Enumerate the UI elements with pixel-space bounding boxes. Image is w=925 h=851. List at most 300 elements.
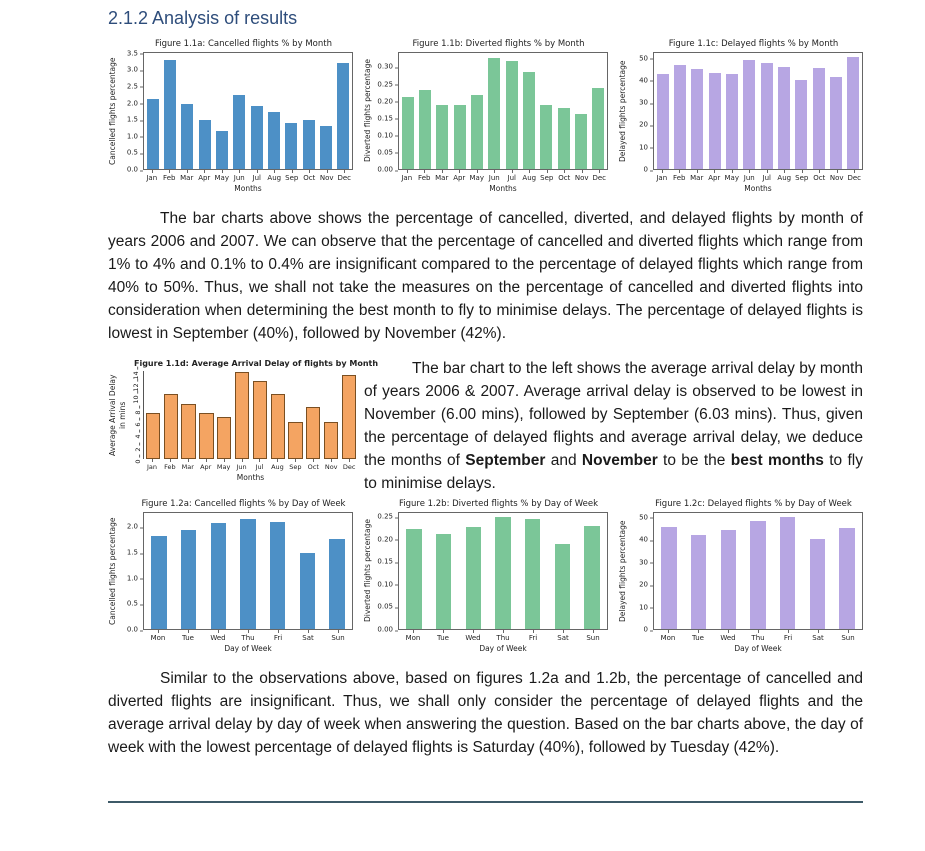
- bar-Dec: [342, 375, 356, 459]
- bar-slot: [162, 371, 180, 459]
- bar-Wed: [721, 530, 736, 629]
- bar-Feb: [164, 60, 176, 169]
- bar-slot: [723, 53, 740, 169]
- bar-Sep: [795, 80, 807, 169]
- x-tick-label: Jul: [251, 459, 269, 471]
- figure-1-1d-average-arrival-delay: [108, 355, 379, 495]
- figure-1-1c-delayed-by-month: [618, 39, 863, 193]
- x-tick-label: Nov: [322, 459, 340, 471]
- x-tick-label: Oct: [811, 170, 829, 182]
- bar-Sep: [285, 123, 297, 169]
- y-tick-label: 12: [133, 379, 140, 392]
- x-axis: [653, 630, 863, 642]
- bar-Fri: [525, 519, 540, 629]
- y-tick-label: 0: [644, 167, 653, 174]
- bar-slot: [269, 371, 287, 459]
- bar-Sat: [300, 553, 315, 629]
- y-tick-label: 10: [133, 391, 140, 404]
- plot-area: [143, 512, 353, 630]
- x-tick-label: Nov: [828, 170, 846, 182]
- x-tick-label: Tue: [428, 630, 458, 642]
- bar-Thu: [495, 517, 510, 629]
- plot-column: [143, 512, 353, 653]
- y-axis-label: Delayed flights percentage: [618, 60, 627, 162]
- bar-slot: [283, 53, 300, 169]
- figure-body: [108, 49, 353, 193]
- x-tick-label: May: [213, 170, 231, 182]
- x-tick-label: Sun: [323, 630, 353, 642]
- bar-Mar: [181, 404, 195, 459]
- bar-Sun: [839, 528, 854, 629]
- y-tick-label: 0.00: [377, 167, 398, 174]
- y-tick-label: 0.20: [377, 536, 398, 543]
- x-axis: [143, 170, 353, 182]
- plot-area: [398, 512, 608, 630]
- bars-group: [144, 513, 352, 629]
- y-tick-label: 2.5: [127, 83, 143, 90]
- bar-Dec: [847, 57, 859, 169]
- y-tick-label: 0.00: [377, 627, 398, 634]
- x-tick-label: Mon: [398, 630, 428, 642]
- y-tick-label: 20: [639, 122, 653, 129]
- y-tick-label: 30: [639, 100, 653, 107]
- x-tick-label: Mar: [178, 170, 196, 182]
- x-tick-label: Sat: [548, 630, 578, 642]
- x-tick-label: Sun: [578, 630, 608, 642]
- delay-text-run: to be the: [657, 452, 731, 469]
- bars-group: [144, 371, 358, 459]
- bar-Oct: [813, 68, 825, 169]
- plot-column: [398, 512, 608, 653]
- y-axis-label: Delayed flights percentage: [618, 520, 627, 622]
- bar-slot: [174, 513, 204, 629]
- bar-slot: [538, 53, 555, 169]
- y-tick-label: 2.0: [127, 524, 143, 531]
- x-axis: [398, 630, 608, 642]
- bar-Feb: [419, 90, 431, 169]
- x-tick-label: Wed: [713, 630, 743, 642]
- y-tick-label: 30: [639, 559, 653, 566]
- bars-group: [399, 513, 607, 629]
- y-axis: [119, 49, 143, 174]
- bar-Jul: [761, 63, 773, 169]
- x-tick-label: Fri: [263, 630, 293, 642]
- bar-slot: [689, 53, 706, 169]
- y-tick-label: 0.15: [377, 115, 398, 122]
- bar-Jul: [253, 381, 267, 459]
- bar-slot: [684, 513, 714, 629]
- bar-Oct: [306, 407, 320, 459]
- bar-slot: [215, 371, 233, 459]
- y-tick-label: 0.05: [377, 604, 398, 611]
- bar-slot: [196, 53, 213, 169]
- bar-Thu: [240, 519, 255, 629]
- y-tick-label: 1.0: [127, 133, 143, 140]
- x-tick-label: Jun: [233, 459, 251, 471]
- bar-Jan: [147, 99, 159, 169]
- bar-Aug: [523, 72, 535, 170]
- y-tick-label: 10: [639, 604, 653, 611]
- bar-Oct: [303, 120, 315, 169]
- bar-slot: [827, 53, 844, 169]
- bar-slot: [775, 53, 792, 169]
- plot-area: [143, 52, 353, 170]
- x-tick-label: Oct: [304, 459, 322, 471]
- y-tick-label: 10: [639, 144, 653, 151]
- x-tick-label: Mar: [688, 170, 706, 182]
- y-tick-label: 0.0: [127, 627, 143, 634]
- figure-1-2b-diverted-by-day: [363, 499, 608, 653]
- bar-Jun: [235, 372, 249, 459]
- bar-slot: [548, 513, 578, 629]
- bar-slot: [572, 53, 589, 169]
- bar-May: [726, 74, 738, 169]
- bar-Aug: [778, 67, 790, 169]
- figure-title: Figure 1.2c: Delayed flights % by Day of Week: [655, 499, 852, 509]
- bar-Nov: [324, 422, 338, 459]
- y-axis: [629, 512, 653, 634]
- bar-Jul: [251, 106, 263, 169]
- bar-Nov: [575, 114, 587, 169]
- bar-slot: [213, 53, 230, 169]
- x-tick-label: Jul: [758, 170, 776, 182]
- x-tick-label: Mar: [433, 170, 451, 182]
- bold-september: September: [465, 452, 546, 469]
- bar-slot: [416, 53, 433, 169]
- delay-text-run: to fly to minimise delays.: [364, 452, 863, 492]
- y-tick-label: 50: [639, 514, 653, 521]
- bar-slot: [810, 53, 827, 169]
- bar-Tue: [436, 534, 451, 629]
- y-axis: [374, 52, 398, 174]
- paragraph-month-analysis: The bar charts above shows the percentage of cancelled, diverted, and delayed flights by month of years 2006 and 2007. We can observe that the percentage of cancelled and diverted flights which range from 1% to 4% and 0.1% to 0.4% are insignificant compared to the percentage of delayed flights which range from 40% to 50%. Thus, we shall not take the measures on the percentage of cancelled and diverted flights into consideration when determining the best month to fly to minimise delays. The percentage of delayed flights is lowest in September (40%), followed by November (42%).: [108, 210, 863, 342]
- bar-slot: [340, 371, 358, 459]
- bar-Jun: [233, 95, 245, 169]
- y-tick-label: 0.20: [377, 98, 398, 105]
- y-tick-label: 20: [639, 582, 653, 589]
- y-tick-label: 0: [644, 627, 653, 634]
- figure-body: [363, 512, 608, 653]
- bar-slot: [251, 371, 269, 459]
- bar-Sat: [810, 539, 825, 629]
- bar-Jun: [488, 58, 500, 169]
- x-tick-label: Mon: [143, 630, 173, 642]
- bar-slot: [399, 53, 416, 169]
- x-tick-label: Apr: [197, 459, 215, 471]
- plot-column: [143, 52, 353, 193]
- bar-slot: [458, 513, 488, 629]
- x-tick-label: Wed: [458, 630, 488, 642]
- x-tick-label: Jun: [486, 170, 504, 182]
- figure-body: [108, 371, 358, 482]
- y-axis: [119, 371, 143, 464]
- y-tick-label: 0.05: [377, 149, 398, 156]
- figure-title: Figure 1.1d: Average Arrival Delay of flights by Month: [134, 359, 379, 368]
- bar-Tue: [181, 530, 196, 629]
- figure-1-1b-diverted-by-month: [363, 39, 608, 193]
- y-axis-label: Cancelled flights percentage: [108, 57, 117, 165]
- x-axis-label: Day of Week: [479, 644, 527, 653]
- y-tick-label: 0.0: [127, 167, 143, 174]
- bar-Fri: [270, 522, 285, 629]
- bar-slot: [144, 371, 162, 459]
- bar-Jun: [743, 60, 755, 169]
- bar-Thu: [750, 521, 765, 629]
- bar-slot: [845, 53, 862, 169]
- x-tick-label: Jan: [143, 459, 161, 471]
- figure-1-2c-delayed-by-day: [618, 499, 863, 653]
- bar-slot: [197, 371, 215, 459]
- bar-Mar: [691, 69, 703, 169]
- bar-slot: [161, 53, 178, 169]
- bar-slot: [179, 53, 196, 169]
- bar-Apr: [454, 105, 466, 169]
- y-tick-label: 0.30: [377, 64, 398, 71]
- y-tick-label: 2: [135, 442, 142, 451]
- x-tick-label: Tue: [173, 630, 203, 642]
- bar-slot: [706, 53, 723, 169]
- bar-slot: [520, 53, 537, 169]
- bar-Tue: [691, 535, 706, 629]
- bar-Sep: [288, 422, 302, 459]
- bar-Sun: [584, 526, 599, 629]
- bar-Apr: [199, 413, 213, 459]
- x-axis: [398, 170, 608, 182]
- bars-group: [144, 53, 352, 169]
- y-axis: [374, 512, 398, 634]
- bar-slot: [793, 53, 810, 169]
- y-tick-label: 1.0: [127, 575, 143, 582]
- bar-slot: [758, 53, 775, 169]
- x-axis-label: Day of Week: [734, 644, 782, 653]
- bar-Sun: [329, 539, 344, 629]
- x-tick-label: Mon: [653, 630, 683, 642]
- x-axis-label: Months: [744, 184, 772, 193]
- bars-group: [654, 513, 862, 629]
- figure-body: [108, 512, 353, 653]
- x-tick-label: Jul: [503, 170, 521, 182]
- plot-column: [398, 52, 608, 193]
- x-tick-label: Aug: [266, 170, 284, 182]
- bar-slot: [503, 53, 520, 169]
- bar-Mar: [181, 104, 193, 169]
- y-tick-label: 0: [135, 454, 142, 463]
- bar-Sep: [540, 105, 552, 169]
- bars-group: [399, 53, 607, 169]
- bar-Mon: [661, 527, 676, 629]
- y-axis-label: Diverted flights percentage: [363, 519, 372, 623]
- bar-Fri: [780, 517, 795, 629]
- bar-slot: [263, 513, 293, 629]
- bar-slot: [248, 53, 265, 169]
- x-tick-label: Sat: [293, 630, 323, 642]
- y-tick-label: 50: [639, 55, 653, 62]
- plot-area: [398, 52, 608, 170]
- paragraph-average-delay: [364, 355, 863, 495]
- bar-slot: [233, 371, 251, 459]
- x-tick-label: Jan: [143, 170, 161, 182]
- figures-row-by-day-of-week: [108, 499, 863, 653]
- bar-slot: [335, 53, 352, 169]
- bar-slot: [144, 53, 161, 169]
- x-axis: [143, 459, 358, 471]
- bar-slot: [233, 513, 263, 629]
- plot-column: [143, 371, 358, 482]
- bar-slot: [671, 53, 688, 169]
- figure-title: Figure 1.2b: Diverted flights % by Day of Week: [399, 499, 598, 509]
- x-tick-label: Feb: [671, 170, 689, 182]
- bar-Apr: [709, 73, 721, 169]
- x-tick-label: Feb: [416, 170, 434, 182]
- figure-title: Figure 1.1b: Diverted flights % by Month: [412, 39, 585, 49]
- bar-slot: [203, 513, 233, 629]
- bar-slot: [577, 513, 607, 629]
- figure-1-2a-cancelled-by-day: [108, 499, 353, 653]
- delay-text-run: and: [545, 452, 582, 469]
- figure-body: [618, 512, 863, 653]
- bar-slot: [304, 371, 322, 459]
- x-tick-label: Aug: [521, 170, 539, 182]
- y-tick-label: 4: [135, 430, 142, 439]
- y-tick-label: 8: [135, 405, 142, 414]
- bars-group: [654, 53, 862, 169]
- y-tick-label: 6: [135, 418, 142, 427]
- x-tick-label: Dec: [340, 459, 358, 471]
- bar-slot: [231, 53, 248, 169]
- average-delay-section: [108, 355, 863, 495]
- x-tick-label: Dec: [591, 170, 609, 182]
- bar-Mon: [406, 529, 421, 629]
- section-heading: 2.1.2 Analysis of results: [108, 8, 298, 28]
- bar-Dec: [337, 63, 349, 169]
- x-tick-label: Aug: [268, 459, 286, 471]
- bar-slot: [773, 513, 803, 629]
- x-tick-label: May: [468, 170, 486, 182]
- bar-Dec: [592, 88, 604, 169]
- bar-Wed: [466, 527, 481, 629]
- bar-May: [217, 417, 231, 459]
- plot-column: [653, 512, 863, 653]
- figure-title: Figure 1.1c: Delayed flights % by Month: [668, 39, 839, 49]
- bar-Mon: [151, 536, 166, 629]
- y-tick-label: 3.0: [127, 67, 143, 74]
- x-tick-label: Fri: [518, 630, 548, 642]
- figure-body: [363, 52, 608, 193]
- x-tick-label: Dec: [336, 170, 354, 182]
- bar-slot: [180, 371, 198, 459]
- bar-Nov: [320, 126, 332, 169]
- y-axis: [119, 512, 143, 634]
- x-tick-label: Jan: [398, 170, 416, 182]
- bar-Sat: [555, 544, 570, 629]
- x-axis: [143, 630, 353, 642]
- figure-title: Figure 1.1a: Cancelled flights % by Month: [155, 39, 332, 49]
- x-tick-label: Thu: [488, 630, 518, 642]
- bold-best-months: best months: [730, 452, 824, 469]
- y-tick-label: 40: [639, 77, 653, 84]
- bar-slot: [832, 513, 862, 629]
- bar-Oct: [558, 108, 570, 169]
- x-tick-label: Feb: [161, 459, 179, 471]
- x-tick-label: Sep: [286, 459, 304, 471]
- bar-slot: [317, 53, 334, 169]
- y-tick-label: 0.15: [377, 559, 398, 566]
- bar-Wed: [211, 523, 226, 629]
- bar-slot: [803, 513, 833, 629]
- x-tick-label: Nov: [573, 170, 591, 182]
- bold-november: November: [581, 452, 658, 469]
- figures-row-by-month: [108, 39, 863, 193]
- plot-area: [653, 52, 863, 170]
- bar-May: [471, 95, 483, 169]
- paragraph-day-of-week-analysis: Similar to the observations above, based on figures 1.2a and 1.2b, the percentage of cancelled and diverted flights are insignificant. Thus, we shall only consider the percentage of delayed flights and the average arrival delay by day of week when answering the question. Based on the bar charts above, the day of week with the lowest percentage of delayed flights is Saturday (40%), followed by Tuesday (42%).: [108, 670, 863, 756]
- bar-slot: [654, 53, 671, 169]
- y-axis-label: Diverted flights percentage: [363, 59, 372, 163]
- x-tick-label: Oct: [556, 170, 574, 182]
- y-tick-label: 3.5: [127, 50, 143, 57]
- bar-Jan: [402, 97, 414, 169]
- delay-text-run: The bar chart to the left shows the average arrival delay by month of years 2006 & 2007. Average arrival delay is observed to be lowest in November (6.00 mins), followed by September (6.03 mins). Thus, given the percentage of delayed flights and average arrival delay, we deduce the months of: [364, 360, 863, 469]
- x-tick-label: Sun: [833, 630, 863, 642]
- x-tick-label: Jan: [653, 170, 671, 182]
- bar-slot: [713, 513, 743, 629]
- y-tick-label: 0.10: [377, 581, 398, 588]
- y-axis: [629, 52, 653, 174]
- y-tick-label: 14: [133, 366, 140, 379]
- x-axis: [653, 170, 863, 182]
- bar-Jan: [146, 413, 160, 459]
- bar-slot: [144, 513, 174, 629]
- y-tick-label: 40: [639, 537, 653, 544]
- bar-slot: [293, 513, 323, 629]
- bar-slot: [322, 513, 352, 629]
- bar-slot: [743, 513, 773, 629]
- footer-divider: [108, 801, 863, 803]
- x-tick-label: Tue: [683, 630, 713, 642]
- bar-slot: [555, 53, 572, 169]
- figure-title: Figure 1.2a: Cancelled flights % by Day of Week: [141, 499, 346, 509]
- bar-slot: [322, 371, 340, 459]
- x-tick-label: Apr: [196, 170, 214, 182]
- bar-slot: [741, 53, 758, 169]
- figure-1-1a-cancelled-by-month: [108, 39, 353, 193]
- x-tick-label: Apr: [451, 170, 469, 182]
- plot-area: [143, 371, 358, 459]
- x-tick-label: Sat: [803, 630, 833, 642]
- x-tick-label: Sep: [793, 170, 811, 182]
- bar-slot: [518, 513, 548, 629]
- x-tick-label: May: [723, 170, 741, 182]
- x-tick-label: Thu: [743, 630, 773, 642]
- bar-Aug: [268, 112, 280, 169]
- x-axis-label: Months: [234, 184, 262, 193]
- x-tick-label: Wed: [203, 630, 233, 642]
- x-tick-label: Sep: [283, 170, 301, 182]
- bar-Jul: [506, 61, 518, 169]
- x-axis-label: Months: [489, 184, 517, 193]
- x-tick-label: Oct: [301, 170, 319, 182]
- x-tick-label: Jul: [248, 170, 266, 182]
- bar-May: [216, 131, 228, 169]
- bar-Jan: [657, 74, 669, 169]
- y-tick-label: 2.0: [127, 100, 143, 107]
- x-tick-label: Feb: [161, 170, 179, 182]
- y-tick-label: 0.10: [377, 132, 398, 139]
- bar-Feb: [164, 394, 178, 459]
- y-tick-label: 0.25: [377, 81, 398, 88]
- bar-slot: [399, 513, 429, 629]
- x-tick-label: Mar: [179, 459, 197, 471]
